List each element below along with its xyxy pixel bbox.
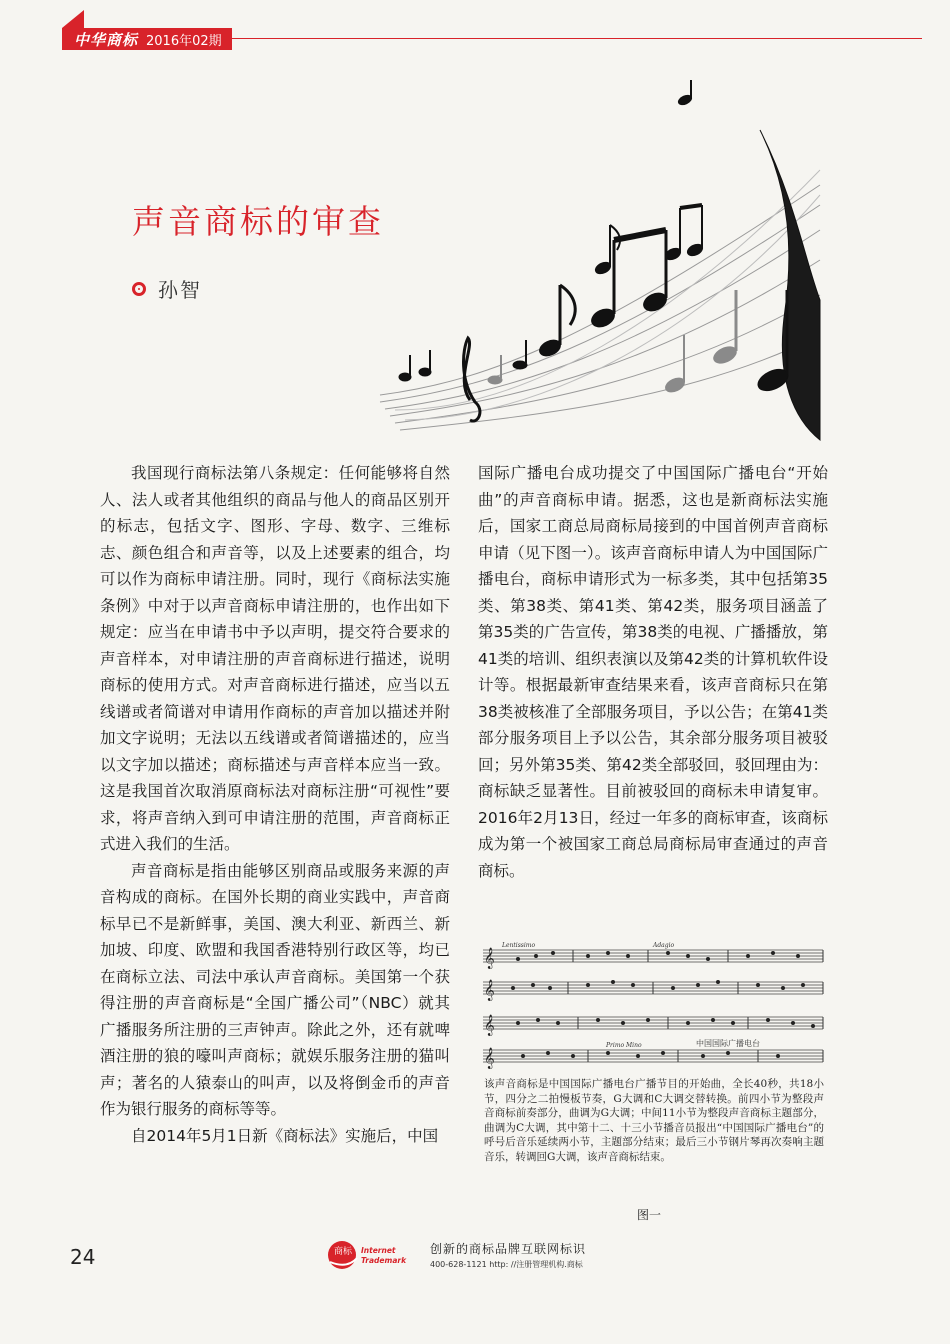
- tempo-mark: Adagio: [653, 942, 675, 949]
- magazine-brand: 中华商标: [74, 30, 139, 49]
- running-header: [62, 28, 232, 50]
- footer-slogan: 创新的商标品牌互联网标识: [430, 1242, 587, 1256]
- logo-english-1: Internet: [361, 1246, 396, 1255]
- station-annotation: 中国国际广播电台: [696, 1039, 760, 1048]
- header-rule: [232, 38, 922, 39]
- header-corner: [62, 10, 84, 28]
- svg-text:𝄞: 𝄞: [484, 1048, 495, 1069]
- logo-english-2: Trademark: [361, 1256, 407, 1265]
- footer-contact: 400-628-1121 http: //注册管理机构.商标: [430, 1260, 583, 1269]
- article-column-right: [478, 460, 828, 884]
- music-notes-illustration: [375, 80, 825, 450]
- trademark-logo: [325, 1238, 425, 1272]
- author-mark-icon: [132, 282, 146, 296]
- music-score-figure: [478, 942, 828, 1074]
- figure-caption: 该声音商标是中国国际广播电台广播节目的开始曲，全长40秒，共18小节，四分之二拍慢板节奏，G大调和C大调交替转换。前四小节为整段声音商标前奏部分，曲调为G大调；中间11小节为整段声音商标主题部分，曲调为C大调，其中第十二、十三小节播音员报出“中国国际广播电台”的呼号后音乐延续两小节，主题部分结束；最后三小节钢片琴再次奏响主题音乐，转调回G大调，该声音商标结束。: [484, 1078, 824, 1163]
- paragraph: 国际广播电台成功提交了中国国际广播电台“开始曲”的声音商标申请。据悉，这也是新商标法实施后，国家工商总局商标局接到的中国首例声音商标申请（见下图一）。该声音商标申请人为中国国际广播电台，商标申请形式为一标多类，其中包括第35类、第38类、第41类、第42类，服务项目涵盖了第35类的广告宣传，第38类的电视、广播播放，第41类的培训、组织表演以及第42类的计算机软件设计等。根据最新审查结果来看，该声音商标只在第38类被核准了全部服务项目，予以公告；在第41类部分服务项目上予以公告，其余部分服务项目被驳回；另外第35类、第42类全部驳回，驳回理由为：商标缺乏显著性。目前被驳回的商标未申请复审。2016年2月13日，经过一年多的商标审查，该商标成为第一个被国家工商总局商标局审查通过的声音商标。: [478, 464, 828, 880]
- paragraph: 我国现行商标法第八条规定：任何能够将自然人、法人或者其他组织的商品与他人的商品区别开的标志，包括文字、图形、字母、数字、三维标志、颜色组合和声音等，以及上述要素的组合，均可以作为商标申请注册。同时，现行《商标法实施条例》中对于以声音商标申请注册的，也作出如下规定：应当在申请书中予以声明，提交符合要求的声音样本，对申请注册的声音商标进行描述，说明商标的使用方式。对声音商标进行描述，应当以五线谱或者简谱对申请用作商标的声音加以描述并附加文字说明；无法以五线谱或者简谱描述的，应当以文字加以描述；商标描述与声音样本应当一致。这是我国首次取消原商标法对商标注册“可视性”要求，将声音纳入到可申请注册的范围，声音商标正式进入我们的生活。: [100, 464, 450, 853]
- article-title: 声音商标的审查: [132, 202, 384, 241]
- author-line: [132, 274, 202, 303]
- tempo-mark: Lentissimo: [502, 942, 536, 949]
- logo-text: 商标: [334, 1247, 353, 1257]
- svg-text:𝄞: 𝄞: [484, 948, 495, 969]
- author-name: 孙智: [158, 278, 202, 302]
- issue-label: 2016年02期: [146, 33, 222, 49]
- svg-text:𝄞: 𝄞: [484, 1015, 495, 1036]
- page-number: 24: [70, 1245, 96, 1269]
- article-column-left: [100, 460, 450, 1149]
- paragraph: 自2014年5月1日新《商标法》实施后，中国: [131, 1126, 439, 1145]
- tempo-mark: Primo Mino: [606, 1042, 642, 1049]
- paragraph: 声音商标是指由能够区别商品或服务来源的声音构成的商标。在国外长期的商业实践中，声音商标早已不是新鲜事，美国、澳大利亚、新西兰、新加坡、印度、欧盟和我国香港特别行政区等，均已在商标立法、司法中承认声音商标。美国第一个获得注册的声音商标是“全国广播公司”（NBC）就其广播服务所注册的三声钟声。除此之外，还有就啤酒注册的狼的嚎叫声商标；就娱乐服务注册的猫叫声；著名的人猿泰山的叫声，以及将倒金币的声音作为银行服务的商标等等。: [100, 861, 450, 1118]
- figure-label: 图一: [637, 1208, 662, 1222]
- svg-text:𝄞: 𝄞: [484, 980, 495, 1001]
